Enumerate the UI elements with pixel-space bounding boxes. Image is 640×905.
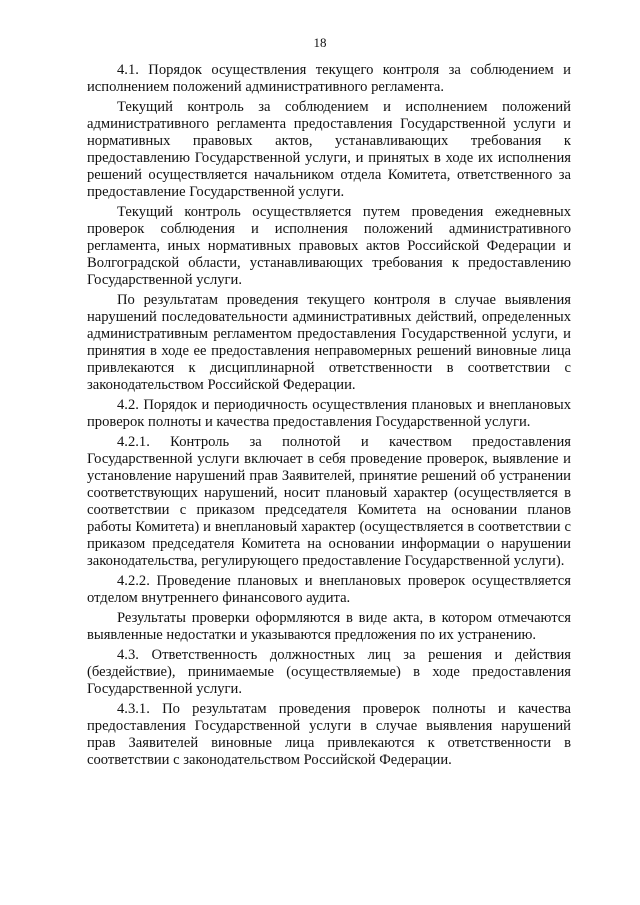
paragraph-4-1: 4.1. Порядок осуществления текущего контроля за соблюдением и исполнением положений административного регламента. — [87, 62, 571, 95]
paragraph-4-3: 4.3. Ответственность должностных лиц за решения и действия (бездействие), принимаемые (осуществляемые) в ходе предоставления Государственной услуги. — [87, 647, 571, 697]
page-number: 18 — [313, 35, 327, 50]
paragraph-daily-checks: Текущий контроль осуществляется путем проведения ежедневных проверок соблюдения и исполнения положений административного регламента, иных нормативных правовых актов Российской Федерации и Волгоградской области, устанавливающих требования к предоставлению Государственной услуги. — [87, 204, 571, 288]
document-body — [87, 62, 571, 772]
paragraph-disciplinary: По результатам проведения текущего контроля в случае выявления нарушений последовательности административных действий, определенных административным регламентом предоставления Государственной услуги, и принятия в ходе ее предоставления неправомерных решений виновные лица привлекаются к дисциплинарной ответственности в соответствии с законодательством Российской Федерации. — [87, 292, 571, 393]
paragraph-4-2: 4.2. Порядок и периодичность осуществления плановых и внеплановых проверок полноты и качества предоставления Государственной услуги. — [87, 397, 571, 430]
paragraph-current-control: Текущий контроль за соблюдением и исполнением положений административного регламента предоставления Государственной услуги и нормативных правовых актов, устанавливающих требования к предоставлению Государственной услуги, и принятых в ходе их исполнения решений осуществляется начальником отдела Комитета, ответственного за предоставление Государственной услуги. — [87, 99, 571, 200]
paragraph-audit-results: Результаты проверки оформляются в виде акта, в котором отмечаются выявленные недостатки и указываются предложения по их устранению. — [87, 610, 571, 643]
paragraph-4-2-1: 4.2.1. Контроль за полнотой и качеством предоставления Государственной услуги включает в себя проведение проверок, выявление и установление нарушений прав Заявителей, принятие решений об устранении соответствующих нарушений, носит плановый характер (осуществляется в соответствии с приказом председателя Комитета на основании планов работы Комитета) и внеплановый характер (осуществляется в соответствии с приказом председателя Комитета на основании информации о нарушении законодательства, регулирующего предоставление Государственной услуги). — [87, 434, 571, 569]
paragraph-4-3-1: 4.3.1. По результатам проведения проверок полноты и качества предоставления Государственной услуги в случае выявления нарушений прав Заявителей виновные лица привлекаются к ответственности в соответствии с законодательством Российской Федерации. — [87, 701, 571, 768]
paragraph-4-2-2: 4.2.2. Проведение плановых и внеплановых проверок осуществляется отделом внутреннего финансового аудита. — [87, 573, 571, 606]
